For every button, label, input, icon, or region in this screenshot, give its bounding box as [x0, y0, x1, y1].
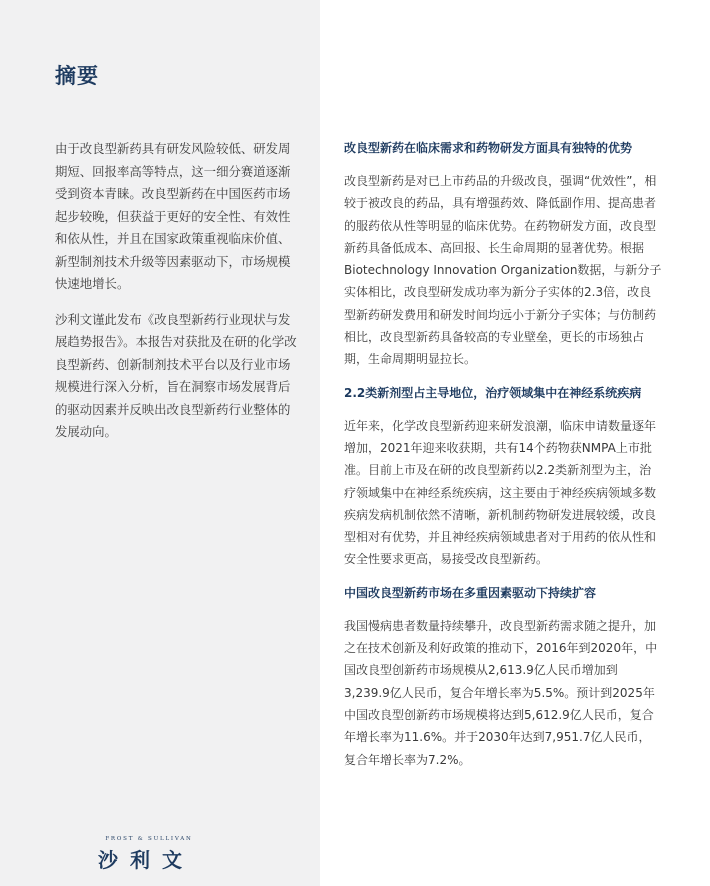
section-body: 近年来，化学改良型新药迎来研发浪潮，临床申请数量逐年增加，2021年迎来收获期，共有14个药物获NMPA上市批准。目前上市及在研的改良型新药以2.2类新剂型为主，治疗领域集中在神经系统疾病，这主要由于神经疾病领域多数疾病发病机制依然不清晰，新机制药物研发进展较缓，改良型相对有优势，并且神经疾病领域患者对于用药的依从性和安全性要求更高，易接受改良型新药。 — [344, 418, 657, 567]
section-heading: 中国改良型新药市场在多重因素驱动下持续扩容 — [344, 585, 597, 600]
section-heading: 2.2类新剂型占主导地位，治疗领域集中在神经系统疾病 — [344, 385, 642, 400]
summary-intro-paragraph: 由于改良型新药具有研发风险较低、研发周期短、回报率高等特点，这一细分赛道逐渐受到资本青睐。改良型新药在中国医药市场起步较晚，但获益于更好的安全性、有效性和依从性，并且在国家政策重视临床价值、新型制剂技术升级等因素驱动下，市场规模快速地增长。 — [55, 141, 291, 291]
frost-sullivan-logo — [94, 836, 204, 873]
section-heading: 改良型新药在临床需求和药物研发方面具有独特的优势 — [344, 141, 633, 155]
page-title: 摘要 — [55, 64, 99, 88]
section-body: 我国慢病患者数量持续攀升，改良型新药需求随之提升，加之在技术创新及利好政策的推动下，2016年到2020年，中国改良型创新药市场规模从2,613.9亿人民币增加到3,239.9亿人民币，复合年增长率为5.5%。预计到2025年中国改良型创新药市场规模将达到5,612.9亿人民币，复合年增长率为11.6%。并于2030年达到7,951.7亿人民币，复合年增长率为7.2%。 — [344, 618, 658, 767]
section-new-dosage-form — [344, 383, 662, 571]
section-clinical-advantage — [344, 138, 662, 371]
logo-chinese-text: 沙利文 — [98, 848, 194, 872]
summary-right-column — [344, 138, 662, 783]
section-market-expansion — [344, 583, 662, 771]
logo-english-text: FROST & SULLIVAN — [105, 836, 193, 842]
summary-left-column — [55, 138, 300, 457]
summary-report-paragraph: 沙利文谨此发布《改良型新药行业现状与发展趋势报告》。本报告对获批及在研的化学改良型新药、创新制剂技术平台以及行业市场规模进行深入分析，旨在洞察市场发展背后的驱动因素并反映出改良型新药行业整体的发展动向。 — [55, 311, 297, 439]
section-body: 改良型新药是对已上市药品的升级改良，强调“优效性”，相较于被改良的药品，具有增强药效、降低副作用、提高患者的服药依从性等明显的临床优势。在药物研发方面，改良型新药具备低成本、高回报、长生命周期的显著优势。根据Biotechnology Innovation Organization数据，与新分子实体相比，改良型研发成功率为新分子实体的2.3倍，改良型新药研发费用和研发时间均远小于新分子实体；与仿制药相比，改良型新药具备较高的专业壁垒，更长的市场独占期，生命周期明显拉长。 — [344, 174, 662, 367]
